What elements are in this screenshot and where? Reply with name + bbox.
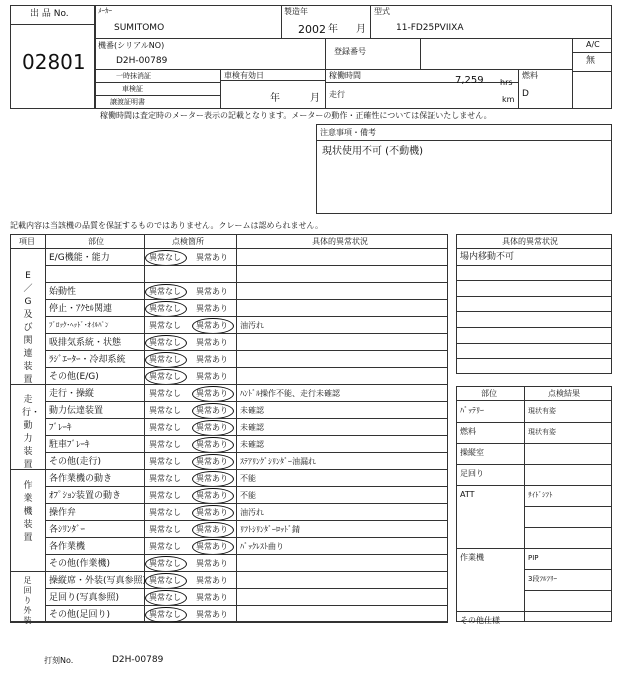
header-part: 部位 [88,237,104,246]
inspection-year-unit: 年 [270,93,280,104]
circle-abnormal-mark [192,539,234,555]
circle-abnormal-mark [192,437,234,453]
check-abnormal: 異常あり [196,559,228,568]
result-row-divider [524,527,612,528]
circle-normal-mark [145,590,187,606]
check-abnormal: 異常あり [196,338,228,347]
right-detail-divider [456,265,612,266]
group-divider [10,571,448,572]
check-normal: 異常なし [149,321,181,330]
result-row-divider [456,548,612,549]
check-normal: 異常なし [149,508,181,517]
check-abnormal: 異常あり [196,610,228,619]
row-part: その他(E/G) [49,372,99,382]
result-row-divider [456,443,612,444]
fuel-label: 燃料 [522,71,538,80]
row-detail: 油汚れ [240,508,264,517]
row-part: 各作業機 [49,542,86,552]
disclaimer-quality: 記載内容は当該機の品質を保証するものではありません。クレームは認められません。 [10,221,323,230]
result-row-label: その他仕様 [460,616,500,625]
check-abnormal: 異常あり [196,423,228,432]
row-divider [45,588,448,589]
row-divider [45,401,448,402]
header-info-box [95,5,612,109]
circle-normal-mark [145,301,187,317]
row-divider [45,316,448,317]
result-row-divider [456,485,612,486]
check-abnormal: 異常あり [196,321,228,330]
maker-label: ﾒｰｶｰ [98,7,112,15]
row-detail: 未確認 [240,406,264,415]
result-row-label: 作業機 [460,553,484,562]
row-part: ﾗｼﾞｴｰﾀｰ・冷却系統 [49,355,126,365]
lot-label: 出 品 No. [30,9,69,19]
check-normal: 異常なし [149,593,181,602]
row-part: その他(足回り) [49,610,111,620]
group-divider [10,622,448,623]
row-detail: ﾘﾌﾄｼﾘﾝﾀﾞｰﾛｯﾄﾞ錆 [240,525,300,534]
circle-normal-mark [145,573,187,589]
result-row-value: 3段ﾌﾙﾌﾘｰ [528,575,557,583]
header-item: 項目 [19,237,35,246]
circle-normal-mark [145,556,187,572]
check-abnormal: 異常あり [196,287,228,296]
result-row-divider [456,611,612,612]
check-normal: 異常なし [149,542,181,551]
row-divider [45,435,448,436]
check-normal: 異常なし [149,304,181,313]
permit-label-1: 一時抹消証 [116,72,151,80]
row-part: E/G機能・能力 [49,253,110,263]
check-normal: 異常なし [149,389,181,398]
row-detail: ﾊﾝﾄﾞﾙ操作不能、走行未確認 [240,389,340,398]
notes-text: 現状使用不可 (不動機) [322,146,423,157]
check-normal: 異常なし [149,406,181,415]
check-normal: 異常なし [149,423,181,432]
right-detail-divider [456,327,612,328]
circle-normal-mark [145,335,187,351]
right-detail-divider [456,358,612,359]
check-abnormal: 異常あり [196,253,228,262]
right-detail-divider [456,311,612,312]
check-abnormal: 異常あり [196,406,228,415]
inspection-month-unit: 月 [310,93,320,104]
year-label: 製造年 [284,7,308,16]
check-abnormal: 異常あり [196,355,228,364]
check-normal: 異常なし [149,559,181,568]
notes-box [316,124,612,214]
result-row-divider [524,506,612,507]
row-divider [45,265,448,266]
row-part: 吸排気系統・状態 [49,338,122,348]
circle-normal-mark [145,607,187,623]
result-row-value: PIP [528,554,539,562]
result-row-label: ATT [460,490,475,499]
row-part: 始動性 [49,287,77,297]
permit-label-2: 車検証 [122,85,143,93]
row-divider [45,350,448,351]
result-row-value: ｻｲﾄﾞｼﾌﾄ [528,491,553,499]
row-detail: 不能 [240,474,256,483]
check-normal: 異常なし [149,457,181,466]
check-normal: 異常なし [149,474,181,483]
row-part: 操作弁 [49,508,77,518]
row-divider [45,537,448,538]
check-normal: 異常なし [149,253,181,262]
check-abnormal: 異常あり [196,440,228,449]
row-detail: 油汚れ [240,321,264,330]
row-part: その他(走行) [49,457,102,467]
circle-normal-mark [145,284,187,300]
circle-abnormal-mark [192,420,234,436]
row-part: 足回り(写真参照) [49,593,120,603]
result-row-label: 足回り [460,469,484,478]
check-abnormal: 異常あり [196,525,228,534]
model-value: 11-FD25PVIIXA [396,23,464,33]
year-unit: 年 [328,24,338,35]
result-row-label: ﾊﾞｯﾃﾘｰ [460,406,484,415]
row-divider [45,486,448,487]
right-detail-row: 場内移動不可 [460,252,515,262]
row-divider [45,367,448,368]
row-detail: 不能 [240,491,256,500]
check-normal: 異常なし [149,440,181,449]
group-divider [10,384,448,385]
registration-label: 登録番号 [334,47,366,56]
stamp-label: 打刻No. [44,656,74,665]
check-normal: 異常なし [149,491,181,500]
hours-unit: hrs [500,78,513,87]
check-abnormal: 異常あり [196,508,228,517]
header-detail: 具体的異常状況 [312,237,368,246]
year-value: 2002 [298,23,326,36]
group-label-work: 作業機装置 [23,481,33,543]
group-label-engine: E／G及び関連装置 [23,271,33,385]
row-divider [45,503,448,504]
result-row-divider [524,590,612,591]
check-abnormal: 異常あり [196,542,228,551]
serial-label: 機番(シリアルNO) [98,41,165,50]
row-divider [45,452,448,453]
row-divider [45,333,448,334]
circle-normal-mark [145,250,187,266]
right-detail-divider [456,343,612,344]
group-divider [10,469,448,470]
row-part: 各作業機の動き [49,474,113,484]
check-normal: 異常なし [149,287,181,296]
notes-title: 注意事項・備考 [320,128,376,137]
circle-abnormal-mark [192,318,234,334]
row-part: 走行・操縦 [49,389,95,399]
check-abnormal: 異常あり [196,491,228,500]
row-divider [45,554,448,555]
row-part: 動力伝達装置 [49,406,104,416]
row-part: 停止・ｱｸｾﾙ関連 [49,304,113,314]
check-normal: 異常なし [149,372,181,381]
maker-value: SUMITOMO [114,23,165,33]
check-normal: 異常なし [149,525,181,534]
row-part: その他(作業機) [49,559,111,569]
row-part: 操縦席・外装(写真参照) [49,576,147,586]
row-part: 駐車ﾌﾞﾚｰｷ [49,440,90,450]
row-detail: ｽﾃｱﾘﾝｸﾞｼﾘﾝﾀﾞｰ油漏れ [240,457,316,466]
permit-label-3: 譲渡証明書 [110,98,145,106]
row-part: ﾌﾞﾚｰｷ [49,423,72,433]
km-unit: km [502,95,515,104]
hours-value: 7,259 [455,75,484,86]
result-row-value: 現状有姿 [528,428,556,436]
fuel-value: D [522,89,529,99]
check-abnormal: 異常あり [196,457,228,466]
result-row-divider [524,569,612,570]
right-detail-header: 具体的異常状況 [502,237,558,246]
row-part: ﾌﾞﾛｯｸ･ﾍｯﾄﾞ･ｵｲﾙﾊﾟﾝ [49,321,109,329]
header-check: 点検箇所 [172,237,204,246]
check-normal: 異常なし [149,338,181,347]
result-row-label: 燃料 [460,427,476,436]
row-detail: ﾊﾞｯｸﾚｽﾄ曲り [240,542,284,551]
lot-number: 02801 [22,50,86,74]
result-row-divider [456,464,612,465]
check-abnormal: 異常あり [196,576,228,585]
row-divider [45,520,448,521]
ac-value: 無 [586,56,596,66]
circle-normal-mark [145,352,187,368]
row-divider [45,418,448,419]
result-row-label: 操縦室 [460,448,484,457]
row-part: ｵﾌﾟｼｮﾝ装置の動き [49,491,122,501]
check-abnormal: 異常あり [196,389,228,398]
row-detail: 未確認 [240,423,264,432]
check-normal: 異常なし [149,610,181,619]
circle-abnormal-mark [192,522,234,538]
check-abnormal: 異常あり [196,372,228,381]
row-divider [45,605,448,606]
month-unit: 月 [356,24,366,35]
group-label-drive: 走行・動力装置 [22,395,41,470]
check-abnormal: 異常あり [196,474,228,483]
group-label-undercarriage: 足回り外装 [23,576,32,625]
circle-abnormal-mark [192,505,234,521]
circle-normal-mark [145,369,187,385]
circle-abnormal-mark [192,403,234,419]
row-part: 各ｼﾘﾝﾀﾞｰ [49,525,86,535]
check-normal: 異常なし [149,355,181,364]
ac-label: A/C [586,40,600,49]
check-abnormal: 異常あり [196,593,228,602]
check-abnormal: 異常あり [196,304,228,313]
check-normal: 異常なし [149,576,181,585]
hours-label: 稼働時間 [329,71,361,80]
row-divider [45,282,448,283]
disclaimer-meter: 稼働時間は査定時のメーター表示の記載となります。メーターの動作・正確性については保証いたしません。 [100,111,492,120]
result-row-divider [456,422,612,423]
right-result-header-part: 部位 [481,389,497,398]
right-result-header-result: 点検結果 [548,389,580,398]
row-divider [45,299,448,300]
circle-abnormal-mark [192,471,234,487]
serial-value: D2H-00789 [116,56,168,66]
circle-abnormal-mark [192,488,234,504]
stamp-value: D2H-00789 [112,655,164,665]
right-detail-divider [456,296,612,297]
mileage-label: 走行 [329,90,345,99]
circle-abnormal-mark [192,386,234,402]
inspection-label: 車検有効日 [224,71,264,80]
circle-abnormal-mark [192,454,234,470]
right-detail-divider [456,280,612,281]
model-label: 型式 [374,7,390,16]
result-row-value: 現状有姿 [528,407,556,415]
row-detail: 未確認 [240,440,264,449]
